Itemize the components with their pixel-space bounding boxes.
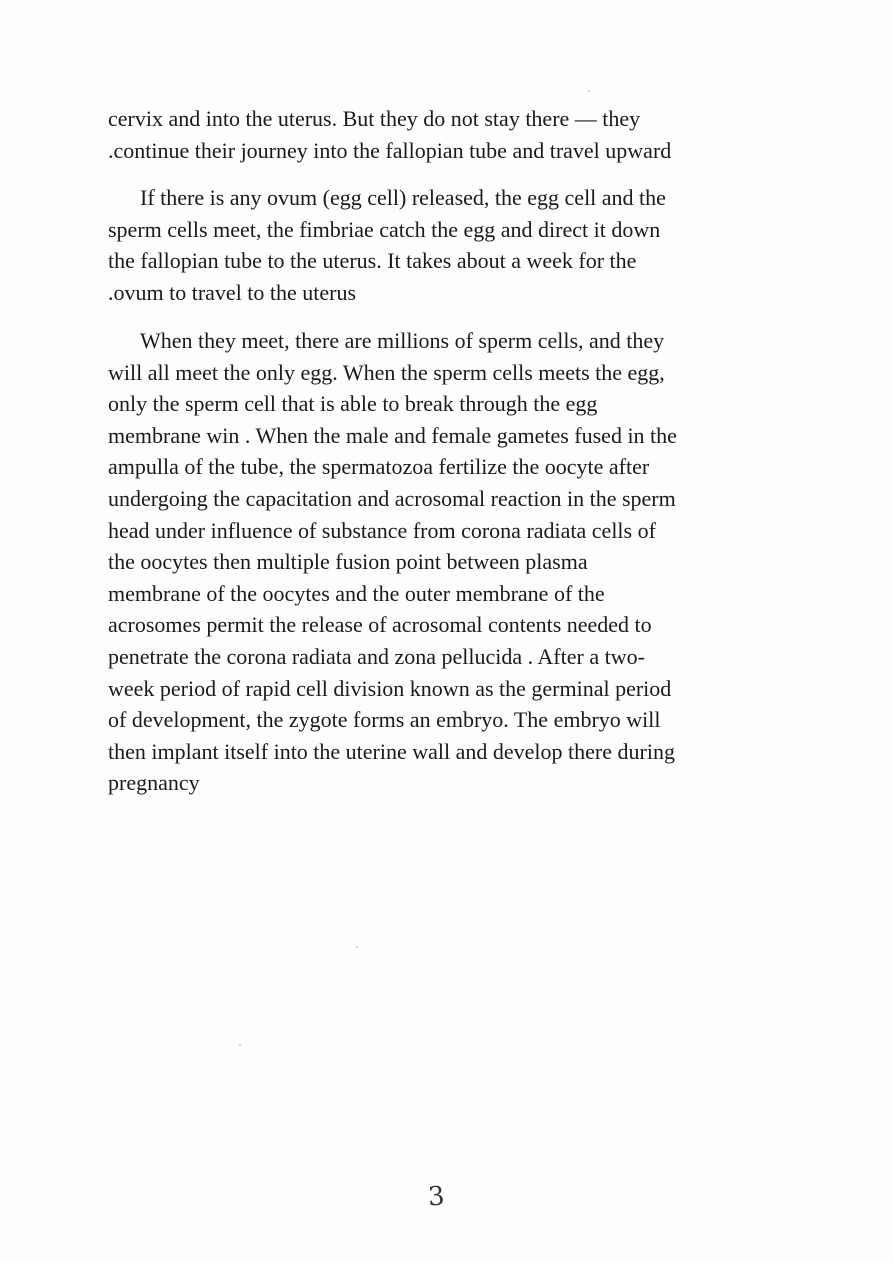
text-line: of development, the zygote forms an embryo. The embryo will xyxy=(108,707,661,733)
text-line: pregnancy xyxy=(108,770,200,796)
text-line: If there is any ovum (egg cell) released, the egg cell and the xyxy=(140,185,666,210)
text-line: cervix and into the uterus. But they do not stay there — they xyxy=(108,106,641,131)
text-line: penetrate the corona radiata and zona pellucida . After a two- xyxy=(108,643,645,669)
page-number: 3 xyxy=(426,1181,446,1213)
text-line: only the sperm cell that is able to break through the egg xyxy=(108,391,598,417)
text-line: acrosomes permit the release of acrosomal contents needed to xyxy=(108,612,652,638)
paragraph-3 xyxy=(108,325,758,799)
text-line: undergoing the capacitation and acrosomal reaction in the sperm xyxy=(108,485,676,511)
scan-speck xyxy=(239,1044,241,1046)
text-line: .ovum to travel to the uterus xyxy=(108,279,357,305)
text-line: week period of rapid cell division known as the germinal period xyxy=(108,675,672,701)
text-line: membrane of the oocytes and the outer membrane of the xyxy=(108,580,605,606)
text-line: .continue their journey into the fallopian tube and travel upward xyxy=(108,137,672,163)
text-line: head under influence of substance from corona radiata cells of xyxy=(108,517,656,543)
text-line: When they meet, there are millions of sperm cells, and they xyxy=(140,328,665,353)
text-line: the fallopian tube to the uterus. It takes about a week for the xyxy=(108,248,637,274)
text-line: will all meet the only egg. When the sperm cells meets the egg, xyxy=(108,359,665,385)
text-line: membrane win . When the male and female gametes fused in the xyxy=(108,422,677,448)
text-line: sperm cells meet, the fimbriae catch the egg and direct it down xyxy=(108,216,661,242)
text-line: the oocytes then multiple fusion point between plasma xyxy=(108,549,588,575)
text-line: ampulla of the tube, the spermatozoa fertilize the oocyte after xyxy=(108,454,650,480)
scan-speck xyxy=(356,946,358,948)
scan-speck xyxy=(588,90,590,92)
text-line: then implant itself into the uterine wall and develop there during xyxy=(108,738,675,764)
paragraph-2 xyxy=(108,182,758,308)
paragraph-1 xyxy=(108,103,758,166)
